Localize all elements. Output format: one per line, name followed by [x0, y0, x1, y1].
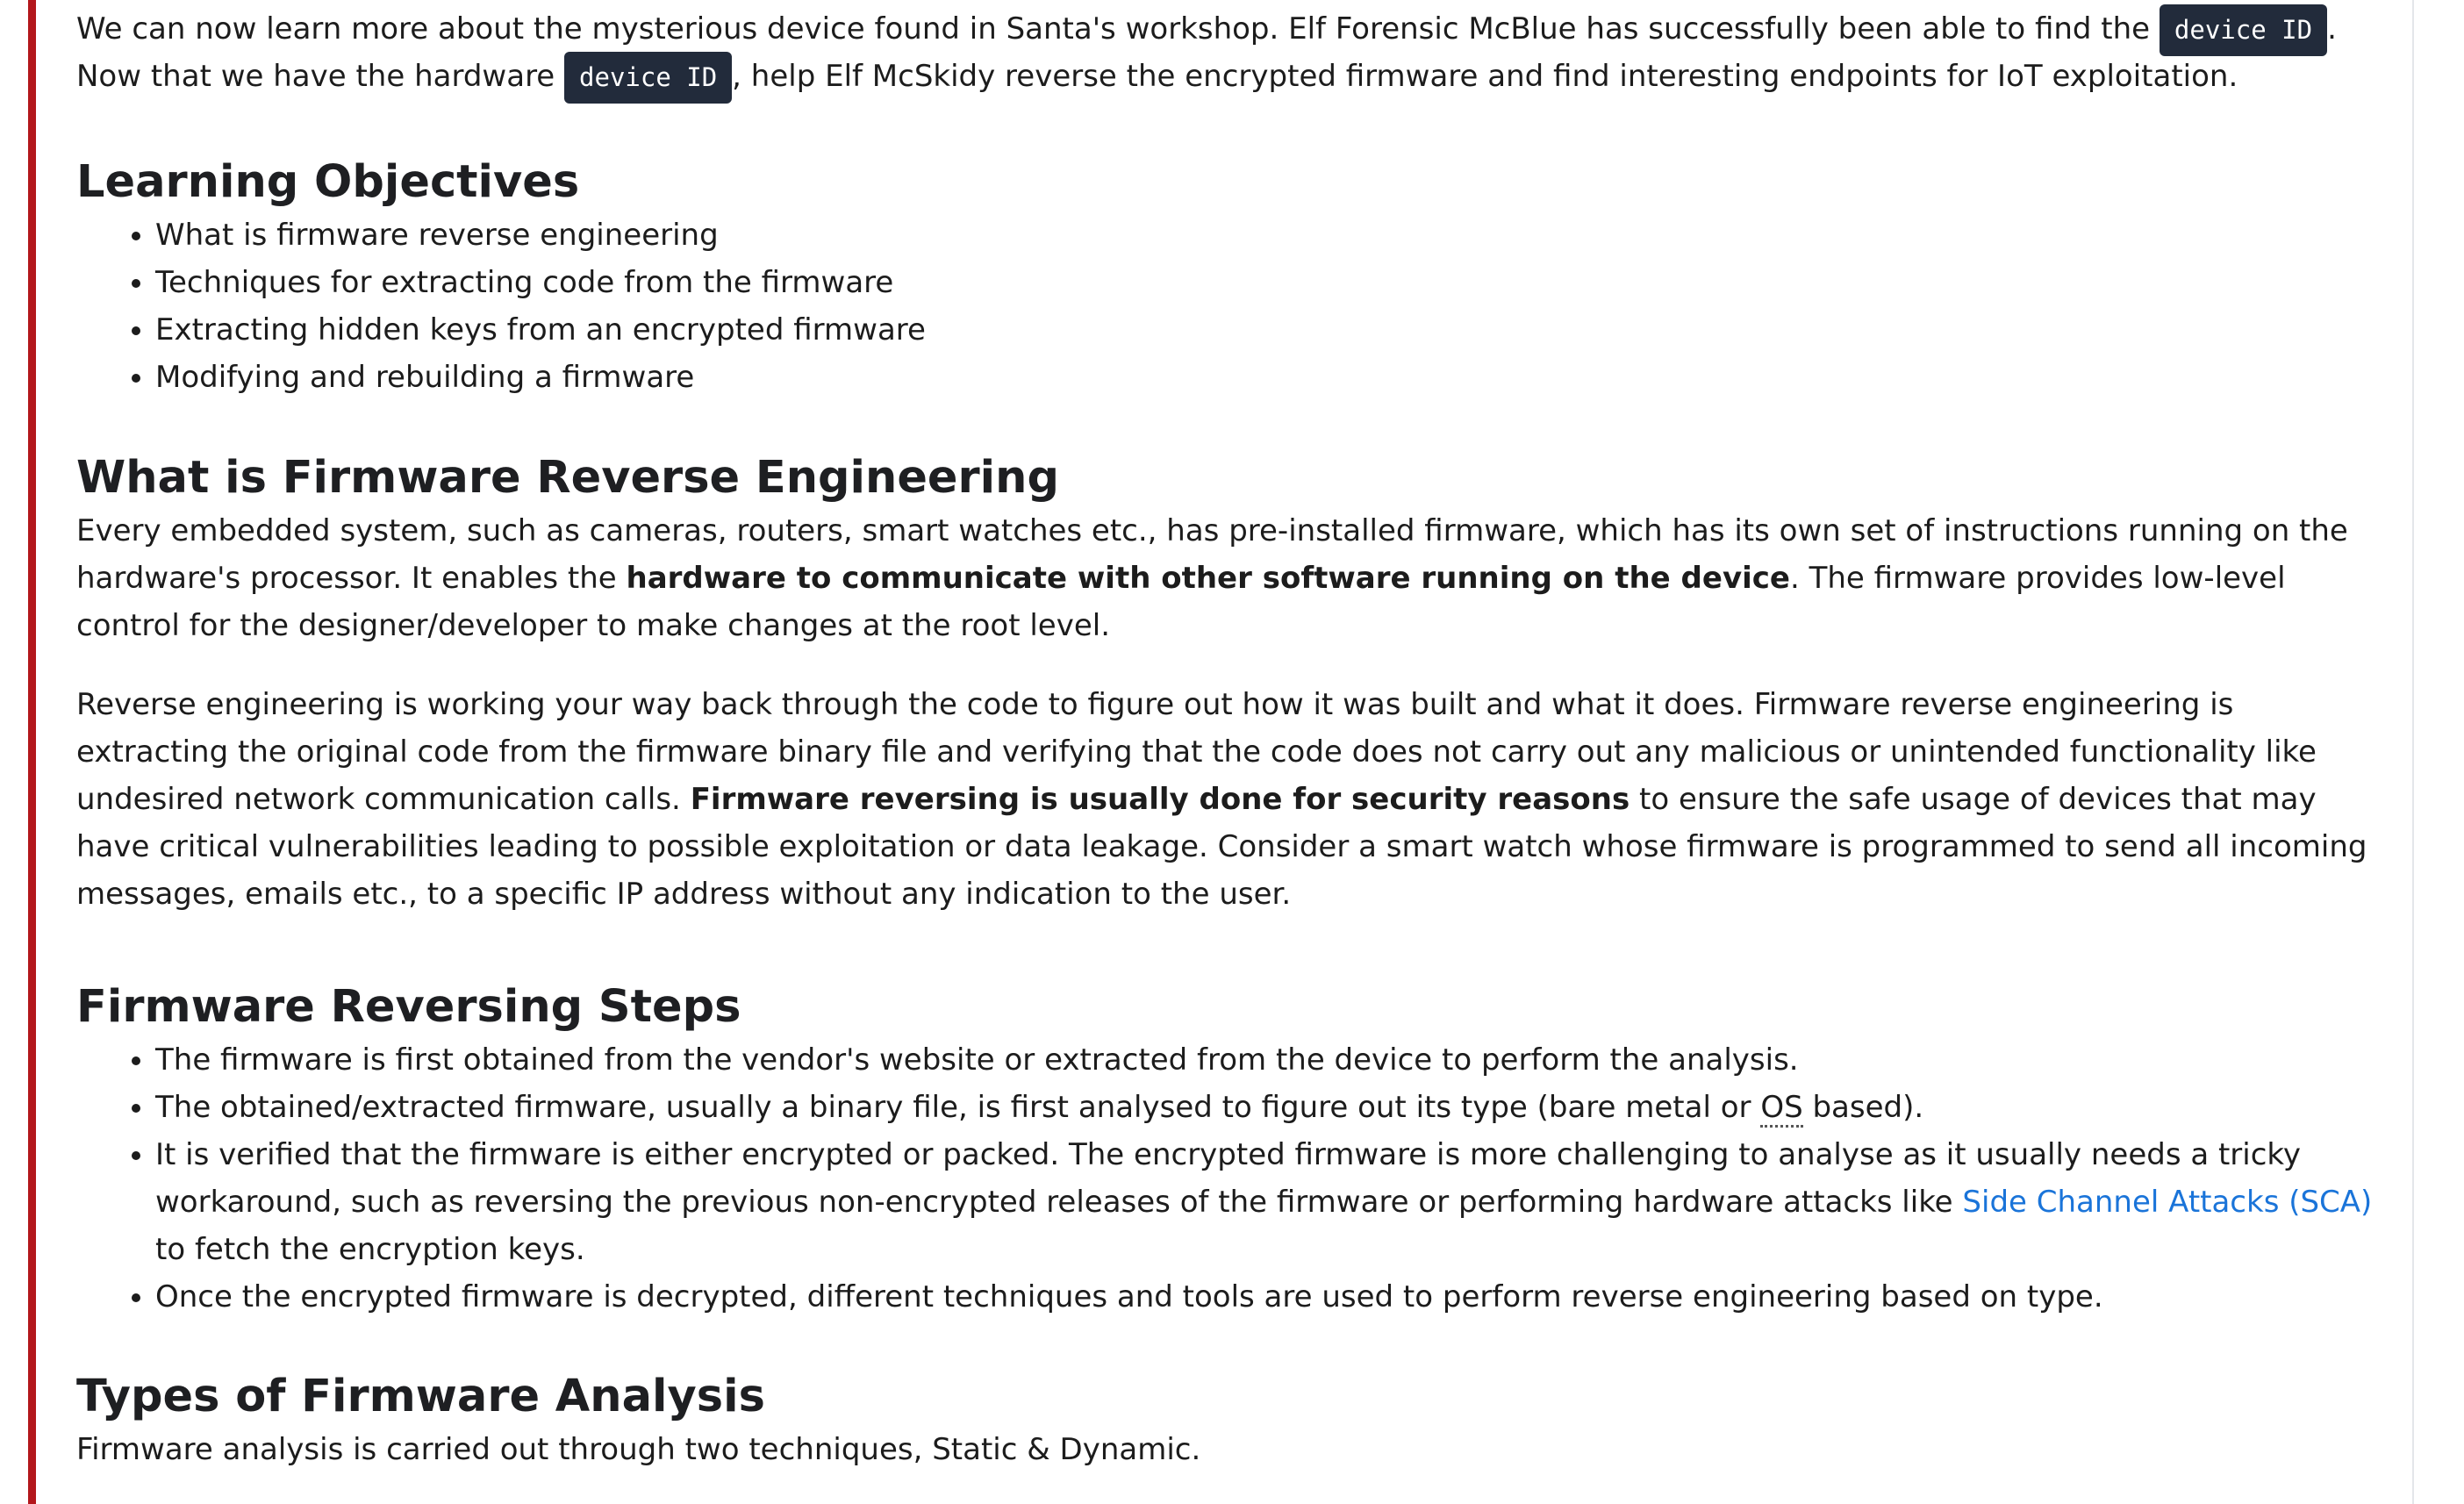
list-item-text: based). — [1802, 1090, 1924, 1125]
heading-firmware-reversing-steps: Firmware Reversing Steps — [76, 981, 741, 1033]
paragraph-reverse-engineering — [76, 681, 2393, 918]
paragraph-analysis-techniques: Firmware analysis is carried out through two techniques, Static & Dynamic. — [76, 1432, 1201, 1467]
heading-types-of-firmware-analysis: Types of Firmware Analysis — [76, 1371, 765, 1422]
learning-objectives-list — [76, 211, 2393, 401]
list-item: • Modifying and rebuilding a firmware — [155, 354, 2393, 401]
list-item-text: to fetch the encryption keys. — [155, 1232, 585, 1267]
intro-text-2: . Now that we have the hardware — [76, 11, 2337, 94]
content-border — [2412, 0, 2414, 1504]
heading-learning-objectives: Learning Objectives — [76, 156, 580, 208]
inline-code-device-id: device ID — [2160, 4, 2327, 56]
paragraph-text: . The firmware provides low-level control for the designer/developer to make changes at the root level. — [76, 561, 2286, 643]
paragraph-text: to ensure the safe usage of devices that may have critical vulnerabilities leading to possible exploitation or data leakage. Consider a smart watch whose firmware is programmed to send all incoming messages, emails etc., to a specific IP address without any indication to the user. — [76, 782, 2367, 912]
bold-text: Firmware reversing is usually done for security reasons — [690, 782, 1630, 817]
inline-code-device-id-2: device ID — [564, 52, 732, 104]
list-item: • The firmware is first obtained from the vendor's website or extracted from the device to perform the analysis. — [155, 1036, 2393, 1084]
list-item: • Techniques for extracting code from the firmware — [155, 259, 2393, 306]
accent-bar — [28, 0, 36, 1504]
task-content — [76, 0, 2393, 1473]
bold-text: hardware to communicate with other software running on the device — [626, 561, 1790, 596]
paragraph-text: Reverse engineering is working your way back through the code to figure out how it was built and what it does. Firmware reverse engineering is extracting the original code from the firmware binary file and verifying that the code does not carry out any malicious or unintended functionality like undesired network communication calls. — [76, 687, 2317, 817]
intro-paragraph — [76, 5, 2393, 100]
side-channel-attacks-link[interactable]: Side Channel Attacks (SCA) — [1962, 1185, 2373, 1220]
list-item — [155, 1084, 2393, 1131]
abbreviation-os: OS — [1760, 1090, 1802, 1128]
paragraph-embedded-systems — [76, 507, 2393, 649]
list-item: • What is firmware reverse engineering — [155, 211, 2393, 259]
intro-text-3: , help Elf McSkidy reverse the encrypted firmware and find interesting endpoints for IoT exploitation. — [732, 59, 2238, 94]
reversing-steps-list — [76, 1036, 2393, 1321]
heading-what-is-firmware-re: What is Firmware Reverse Engineering — [76, 452, 1059, 504]
list-item-text: The obtained/extracted firmware, usually a binary file, is first analysed to figure out its type (bare metal or — [155, 1090, 1761, 1125]
list-item: • Once the encrypted firmware is decrypted, different techniques and tools are used to perform reverse engineering based on type. — [155, 1273, 2393, 1321]
paragraph-text: Every embedded system, such as cameras, routers, smart watches etc., has pre-installed firmware, which has its own set of instructions running on the hardware's processor. It enables the — [76, 513, 2348, 596]
list-item: • Extracting hidden keys from an encrypted firmware — [155, 306, 2393, 354]
list-item — [155, 1131, 2393, 1273]
list-item-text: It is verified that the firmware is either encrypted or packed. The encrypted firmware is more challenging to analyse as it usually needs a tricky workaround, such as reversing the previous non-encrypted releases of the firmware or performing hardware attacks like — [155, 1137, 2302, 1220]
intro-text-1: We can now learn more about the mysterious device found in Santa's workshop. Elf Forensic McBlue has successfully been able to find the — [76, 11, 2160, 47]
